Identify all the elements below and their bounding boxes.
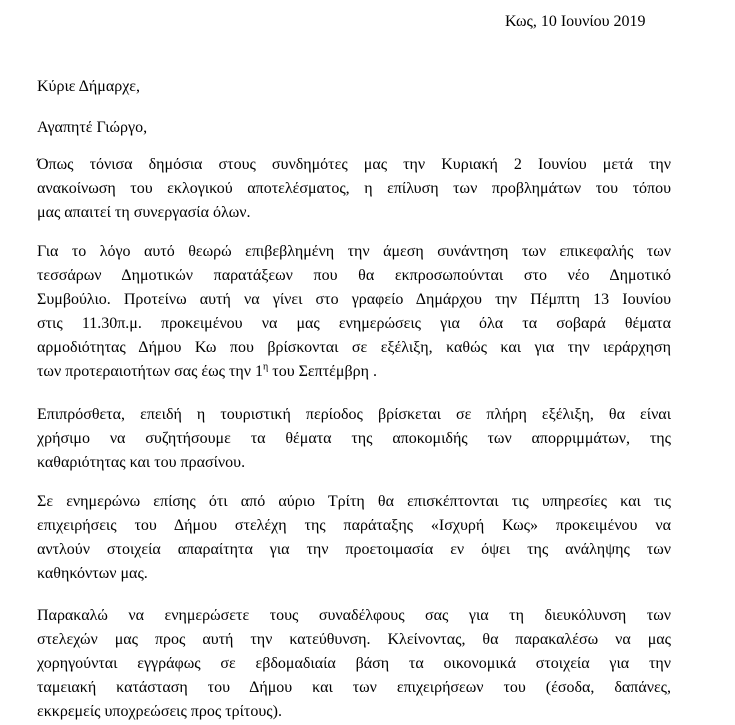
paragraph-4 (37, 490, 671, 586)
paragraph-2 (37, 240, 671, 384)
paragraph-5 (37, 604, 671, 724)
paragraph-line: Σε ενημερώνω επίσης ότι από αύριο Τρίτη θα επισκέπτονται τις υπηρεσίες και τις (37, 493, 671, 510)
paragraph-line: στελεχών μας προς αυτή την κατεύθυνση. Κλείνοντας, θα παρακαλέσω να μας (37, 631, 671, 648)
paragraph-line: Επιπρόσθετα, επειδή η τουριστική περίοδος βρίσκεται σε πλήρη εξέλιξη, θα είναι (37, 406, 671, 423)
paragraph-line: Όπως τόνισα δημόσια στους συνδημότες μας την Κυριακή 2 Ιουνίου μετά την (37, 156, 671, 173)
paragraph-line: επιχειρήσεις του Δήμου στελέχη της παράταξης «Ισχυρή Κως» προκειμένου να (37, 517, 671, 534)
paragraph-line: χορηγούνται εγγράφως σε εβδομαδιαία βάση τα οικονομικά στοιχεία για την (37, 655, 671, 672)
paragraph-3 (37, 403, 671, 475)
paragraph-line: Παρακαλώ να ενημερώσετε τους συναδέλφους σας για τη διευκόλυνση των (37, 607, 671, 624)
paragraph-line: αντλούν στοιχεία απαραίτητα για την προετοιμασία εν όψει της ανάληψης των (37, 541, 671, 558)
paragraph-line: καθηκόντων μας. (37, 565, 148, 582)
salutation-name: Αγαπητέ Γιώργο, (37, 119, 148, 136)
paragraph-line: Για το λόγο αυτό θεωρώ επιβεβλημένη την άμεση συνάντηση των επικεφαλής των (37, 243, 671, 260)
letter-date: Κως, 10 Ιουνίου 2019 (505, 13, 646, 30)
paragraph-line: χρήσιμο να συζητήσουμε τα θέματα της αποκομιδής των απορριμμάτων, της (37, 430, 671, 447)
salutation-mayor: Κύριε Δήμαρχε, (37, 78, 141, 95)
paragraph-line: τεσσάρων Δημοτικών παρατάξεων που θα εκπροσωπούνται στο νέο Δημοτικό (37, 267, 671, 284)
paragraph-line: εκκρεμείς υποχρεώσεις προς τρίτους). (37, 703, 282, 720)
paragraph-line: καθαριότητας και του πρασίνου. (37, 454, 246, 471)
paragraph-line: μας απαιτεί τη συνεργασία όλων. (37, 204, 251, 221)
paragraph-line: Συμβούλιο. Προτείνω αυτή να γίνει στο γραφείο Δημάρχου την Πέμπτη 13 Ιουνίου (37, 291, 671, 308)
line-text: του Σεπτέμβρη . (268, 363, 377, 380)
paragraph-line: στις 11.30π.μ. προκειμένου να μας ενημερώσεις για όλα τα σοβαρά θέματα (37, 315, 671, 332)
line-text: των προτεραιοτήτων σας έως την 1 (37, 363, 264, 380)
paragraph-line: ταμειακή κατάσταση του Δήμου και των επιχειρήσεων του (έσοδα, δαπάνες, (37, 679, 671, 696)
paragraph-line (37, 360, 671, 384)
paragraph-line: αρμοδιότητας Δήμου Κω που βρίσκονται σε εξέλιξη, καθώς και για την ιεράρχηση (37, 339, 671, 356)
paragraph-1 (37, 153, 671, 225)
paragraph-line: ανακοίνωση του εκλογικού αποτελέσματος, η επίλυση των προβλημάτων του τόπου (37, 180, 671, 197)
ordinal-superscript: η (263, 361, 269, 373)
